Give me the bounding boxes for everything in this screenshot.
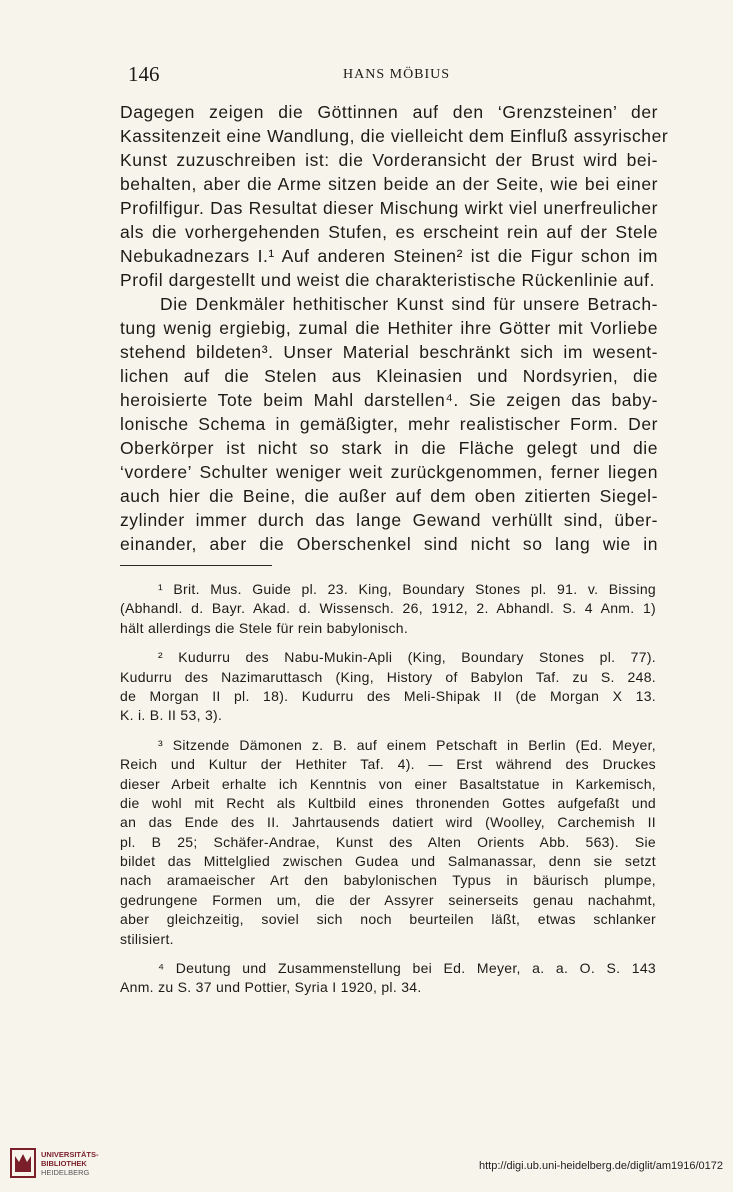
footnote-divider [120,565,272,566]
footnote-line: Anm. zu S. 37 und Pottier, Syria I 1920, pl. 34. [120,979,422,996]
footnote-line: K. i. B. II 53, 3). [120,707,223,724]
text-line: stehend bildeten³. Unser Material beschränkt sich im wesent- [120,342,658,362]
footnote-line: gedrungene Formen um, die der Assyrer seinerseits genau nachahmt, [120,891,656,908]
footnote-line: ⁴ Deutung und Zusammenstellung bei Ed. Meyer, a. a. O. S. 143 [158,960,656,977]
footnote-line: nach aramaeischer Art den babylonischen Typus in bäurisch plumpe, [120,872,656,889]
library-logo[interactable] [10,1146,120,1182]
text-line: Kunst zuzuschreiben ist: die Vorderansicht der Brust wird bei- [120,150,658,170]
main-text [120,100,669,556]
text-line: ‘vordere’ Schulter weniger weit zurückgenommen, ferner liegen [120,462,658,482]
footnote-line: aber gleichzeitig, soviel sich noch beurteilen läßt, etwas schlanker [120,911,656,928]
footnote-line: ² Kudurru des Nabu-Mukin-Apli (King, Boundary Stones pl. 77). [158,649,656,666]
footnote-line: Reich und Kultur der Hethiter Taf. 4). — Erst während des Druckes [120,756,656,773]
text-line: Nebukadnezars I.¹ Auf anderen Steinen² ist die Figur schon im [120,246,658,266]
library-crest-icon [10,1148,36,1178]
text-line: Dagegen zeigen die Göttinnen auf den ‘Grenzsteinen’ der [120,102,658,122]
text-line: tung wenig ergiebig, zumal die Hethiter ihre Götter mit Vorliebe [120,318,658,338]
logo-line-2: BIBLIOTHEK [41,1159,87,1168]
text-line: lichen auf die Stelen aus Kleinasien und Nordsyrien, die [120,366,658,386]
footnote-line: (Abhandl. d. Bayr. Akad. d. Wissensch. 26, 1912, 2. Abhandl. S. 4 Anm. 1) [120,600,656,617]
text-line: einander, aber die Oberschenkel sind nicht so lang wie in [120,534,658,554]
footnote-line: bildet das Mittelglied zwischen Gudea und Salmanassar, denn sie setzt [120,853,656,870]
logo-line-1: UNIVERSITÄTS- [41,1150,99,1159]
footnote-line: ³ Sitzende Dämonen z. B. auf einem Petschaft in Berlin (Ed. Meyer, [158,736,656,753]
footnotes [120,580,656,998]
footnote-line: ¹ Brit. Mus. Guide pl. 23. King, Boundary Stones pl. 91. v. Bissing [158,581,656,597]
footnote-line: stilisiert. [120,930,174,947]
text-line: zylinder immer durch das lange Gewand verhüllt sind, über- [120,510,658,530]
text-line: Oberkörper ist nicht so stark in die Fläche gelegt und die [120,438,658,458]
text-line: Kassitenzeit eine Wandlung, die vielleicht dem Einfluß assyrischer [120,126,669,146]
text-line: Profilfigur. Das Resultat dieser Mischung wirkt viel unerfreulicher [120,198,658,218]
text-line: lonische Schema in gemäßigter, mehr realistischer Form. Der [120,414,658,434]
text-line: Die Denkmäler hethitischer Kunst sind für unsere Betrach- [160,294,658,314]
footnote-line: an das Ende des II. Jahrtausends datiert wird (Woolley, Carchemish II [120,814,656,831]
footnote-line: de Morgan II pl. 18). Kudurru des Meli-Shipak II (de Morgan X 13. [120,687,656,704]
text-line: behalten, aber die Arme sitzen beide an der Seite, wie bei einer [120,174,658,194]
logo-line-3: HEIDELBERG [41,1168,90,1177]
page-number: 146 [128,62,160,86]
text-line: heroisierte Tote beim Mahl darstellen⁴. Sie zeigen das baby- [120,390,658,410]
source-url[interactable]: http://digi.ub.uni-heidelberg.de/diglit/am1916/0172 [478,1160,723,1172]
running-head: HANS MÖBIUS [343,67,451,82]
footnote-line: pl. B 25; Schäfer-Andrae, Kunst des Alten Orients Abb. 563). Sie [120,833,656,850]
text-line: auch hier die Beine, die außer auf dem oben zitierten Siegel- [120,486,658,506]
footnote-line: hält allerdings die Stele für rein babylonisch. [120,619,409,636]
footnote-line: dieser Arbeit erhalte ich Kenntnis von einer Basaltstatue in Karkemisch, [120,775,656,792]
text-line: als die vorhergehenden Stufen, es erscheint rein auf der Stele [120,222,658,242]
text-line: Profil dargestellt und weist die charakteristische Rückenlinie auf. [120,270,655,290]
footnote-line: die wohl mit Recht als Kultbild eines thronenden Gottes aufgefaßt und [120,794,656,811]
footnote-line: Kudurru des Nazimaruttasch (King, History of Babylon Taf. zu S. 248. [120,668,656,685]
